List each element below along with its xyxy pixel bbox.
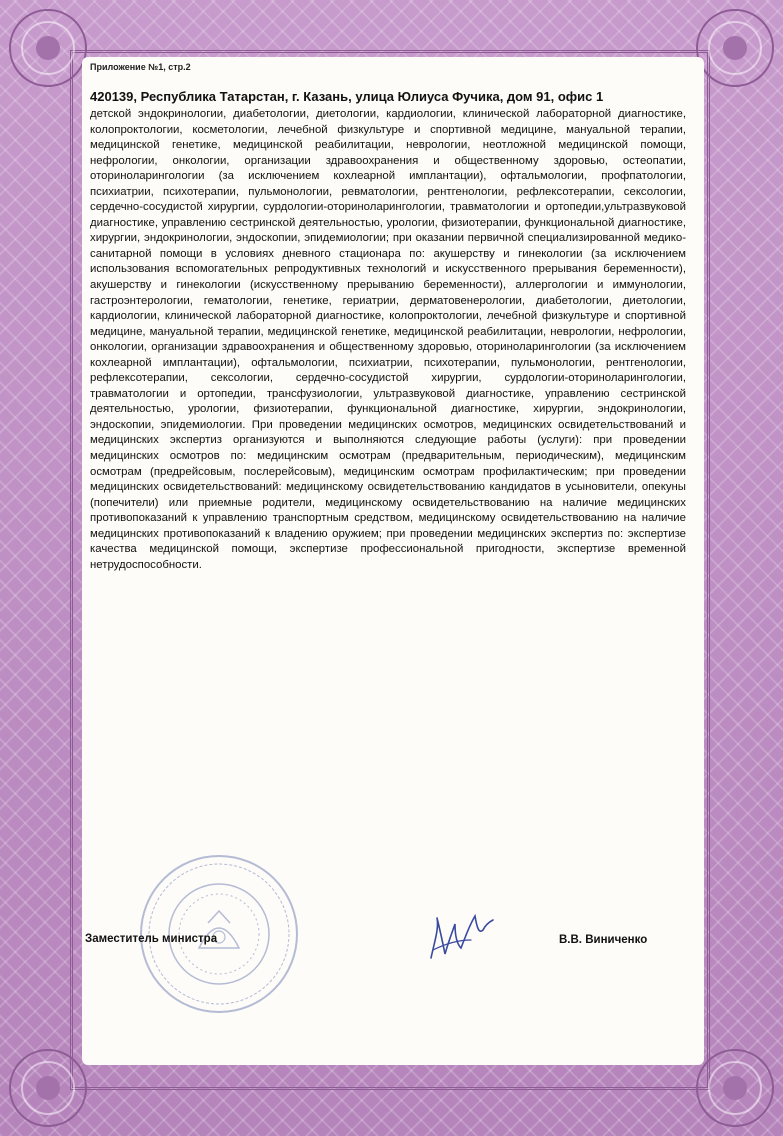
handwritten-signature-icon bbox=[425, 910, 497, 970]
signatory-name: В.В. Виниченко bbox=[559, 934, 648, 946]
address-line: 420139, Республика Татарстан, г. Казань, улица Юлиуса Фучика, дом 91, офис 1 bbox=[90, 89, 604, 104]
signatory-title: Заместитель министра bbox=[85, 933, 218, 945]
attachment-label: Приложение №1, стр.2 bbox=[90, 62, 191, 72]
license-body-text: детской эндокринологии, диабетологии, диетологии, кардиологии, клинической лабораторной диагностике, колопроктологии, косметологии, лечебной физкультуре и спортивной медицине, мануальной терапии, медицинской генетике, медицинской реабилитации, неврологии, неотложной медицинской помощи, нефрологии, онкологии, организации здравоохранения и общественному здоровью, остеопатии, оториноларингологии (за исключением кохлеарной имплантации), офтальмологии, профпатологии, психиатрии, психотерапии, пульмонологии, ревматологии, рентгенологии, рефлексотерапии, сексологии, сердечно-сосудистой хирургии, сурдологии-оториноларингологии, травматологии и ортопедии,ультразвуковой диагностике, управлению сестринской деятельностью, урологии, физиотерапии, функциональной диагностике, хирургии, эндокринологии, эндоскопии, эпидемиологии; при оказании первичной специализированной медико-санитарной помощи в условиях дневного стационара по: акушерству и гинекологии (за исключением использования вспомогательных репродуктивных технологий и искусственного прерывания беременности), акушерству и гинекологии (искусственному прерыванию беременности), аллергологии и иммунологии, гастроэнтерологии, гематологии, генетике, гериатрии, дерматовенерологии, диабетологии, диетологии, кардиологии, клинической лабораторной диагностике, колопроктологии, лечебной физкультуре и спортивной медицине, мануальной терапии, медицинской генетике, медицинской реабилитации, неврологии, нефрологии, онкологии, организации здравоохранения и общественному здоровью, оториноларингологии (за исключением кохлеарной имплантации), офтальмологии, психиатрии, психотерапии, пульмонологии, рентгенологии, рефлексотерапии, сексологии, сердечно-сосудистой хирургии, сурдологии-оториноларингологии, травматологии и ортопедии, трансфузиологии, ультразвуковой диагностике, управлению сестринской деятельностью, урологии, физиотерапии, функциональной диагностике, хирургии, эндокринологии, эндоскопии, эпидемиологии. При проведении медицинских осмотров, медицинских освидетельствований и медицинских экспертиз организуются и выполняются следующие работы (услуги): при проведении медицинских осмотров по: медицинским осмотрам (предварительным, периодическим), медицинским осмотрам (предрейсовым, послерейсовым), медицинским осмотрам профилактическим; при проведении медицинских освидетельствований: медицинскому освидетельствованию кандидатов в усыновители, опекуны (попечители) или приемные родители, медицинскому освидетельствованию на наличие медицинских противопоказаний к управлению транспортным средством, медицинскому освидетельствованию на наличие медицинских противопоказаний к владению оружием; при проведении медицинских экспертиз по: экспертизе качества медицинской помощи, экспертизе профессиональной пригодности, экспертизе временной нетрудоспособности. bbox=[90, 108, 686, 571]
